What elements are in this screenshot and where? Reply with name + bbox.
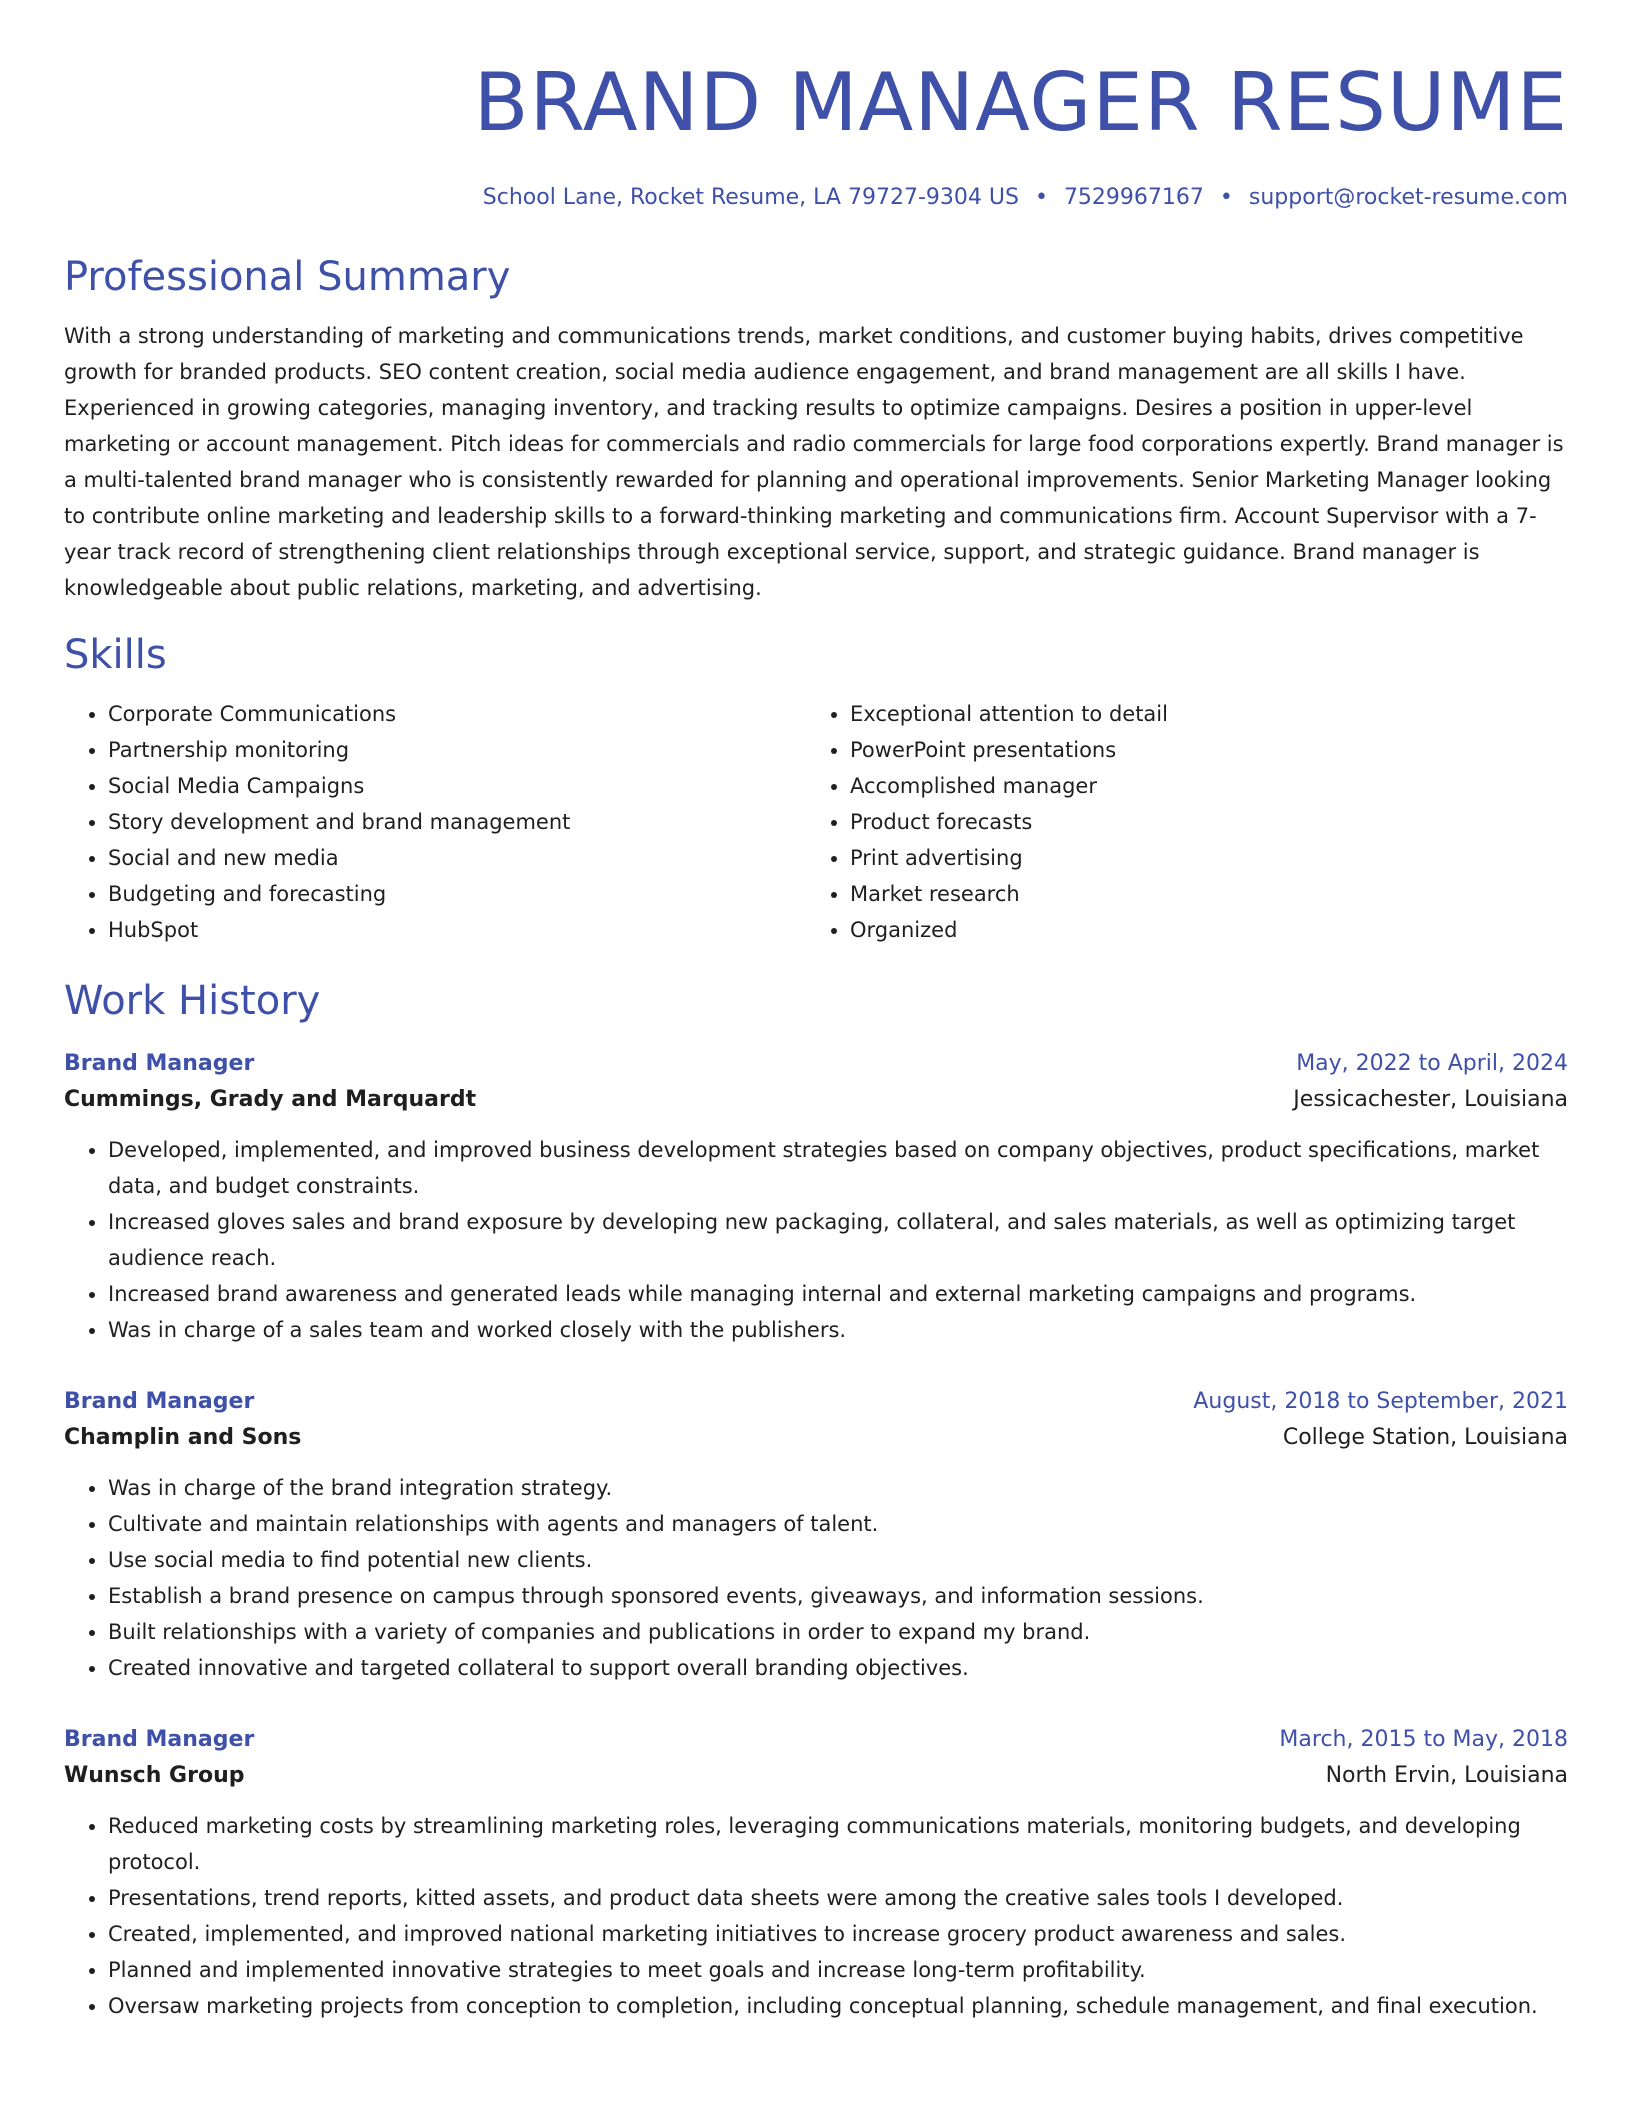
job-title: Brand Manager — [64, 1727, 255, 1752]
job-bullet: • Developed, implemented, and improved business development strategies based on company objectives, product specifications, market data, and budget constraints. — [108, 1132, 1568, 1204]
contact-separator: • — [1034, 185, 1048, 210]
job-dates: May, 2022 to April, 2024 — [1296, 1051, 1568, 1076]
job-entry — [64, 1046, 1568, 1348]
job-dates: August, 2018 to September, 2021 — [1193, 1389, 1568, 1414]
job-bullet: • Use social media to find potential new clients. — [108, 1542, 1568, 1578]
job-location: North Ervin, Louisiana — [1325, 1763, 1568, 1788]
work-history-heading: Work History — [64, 978, 321, 1024]
job-entry — [64, 1384, 1568, 1686]
skills-left-column — [64, 696, 806, 948]
job-bullet: • Oversaw marketing projects from conception to completion, including conceptual planning, schedule management, and final execution. — [108, 1988, 1568, 2024]
job-dates: March, 2015 to May, 2018 — [1279, 1727, 1568, 1752]
skill-item: • Organized — [850, 912, 1548, 948]
job-bullet: • Built relationships with a variety of companies and publications in order to expand my brand. — [108, 1614, 1568, 1650]
job-company: Champlin and Sons — [64, 1425, 302, 1450]
job-location: College Station, Louisiana — [1282, 1425, 1568, 1450]
job-bullet: • Was in charge of the brand integration strategy. — [108, 1470, 1568, 1506]
job-bullet: • Establish a brand presence on campus through sponsored events, giveaways, and information sessions. — [108, 1578, 1568, 1614]
job-bullet: • Reduced marketing costs by streamlining marketing roles, leveraging communications materials, monitoring budgets, and developing protocol. — [108, 1808, 1568, 1880]
job-title: Brand Manager — [64, 1389, 255, 1414]
job-header-row — [64, 1722, 1568, 1758]
job-bullet: • Cultivate and maintain relationships with agents and managers of talent. — [108, 1506, 1568, 1542]
skill-item: • Print advertising — [850, 840, 1548, 876]
job-bullet: • Created, implemented, and improved national marketing initiatives to increase grocery product awareness and sales. — [108, 1916, 1568, 1952]
skill-item: • Story development and brand management — [108, 804, 806, 840]
job-entry — [64, 1722, 1568, 2024]
job-bullet: • Planned and implemented innovative strategies to meet goals and increase long-term profitability. — [108, 1952, 1568, 1988]
job-bullets — [64, 1808, 1568, 2024]
job-bullet: • Increased brand awareness and generated leads while managing internal and external marketing campaigns and programs. — [108, 1276, 1568, 1312]
skill-item: • Corporate Communications — [108, 696, 806, 732]
summary-text: With a strong understanding of marketing and communications trends, market conditions, and customer buying habits, drives competitive growth for branded products. SEO content creation, social media audience engagement, and brand management are all skills I have. Experienced in growing categories, managing inventory, and tracking results to optimize campaigns. Desires a position in upper-level marketing or account management. Pitch ideas for commercials and radio commercials for large food corporations expertly. Brand manager is a multi-talented brand manager who is consistently rewarded for planning and operational improvements. Senior Marketing Manager looking to contribute online marketing and leadership skills to a forward-thinking marketing and communications firm. Account Supervisor with a 7-year track record of strengthening client relationships through exceptional service, support, and strategic guidance. Brand manager is knowledgeable about public relations, marketing, and advertising. — [64, 324, 1564, 600]
job-company: Wunsch Group — [64, 1763, 245, 1788]
job-title: Brand Manager — [64, 1051, 255, 1076]
skill-item: • Partnership monitoring — [108, 732, 806, 768]
contact-phone: 7529967167 — [1063, 185, 1204, 210]
job-bullets — [64, 1132, 1568, 1348]
skill-item: • Accomplished manager — [850, 768, 1548, 804]
skill-item: • Budgeting and forecasting — [108, 876, 806, 912]
job-company-row — [64, 1082, 1568, 1118]
job-bullet: • Created innovative and targeted collateral to support overall branding objectives. — [108, 1650, 1568, 1686]
skills-right-column — [806, 696, 1548, 948]
job-bullets — [64, 1470, 1568, 1686]
skill-item: • Market research — [850, 876, 1548, 912]
job-header-row — [64, 1384, 1568, 1420]
contact-line — [64, 182, 1568, 214]
resume-title: BRAND MANAGER RESUME — [473, 56, 1568, 149]
job-bullet: • Increased gloves sales and brand exposure by developing new packaging, collateral, and sales materials, as well as optimizing target audience reach. — [108, 1204, 1568, 1276]
resume-page — [64, 48, 1568, 2024]
job-company-row — [64, 1758, 1568, 1794]
skills-grid — [64, 696, 1568, 948]
skills-heading: Skills — [64, 632, 167, 678]
job-company-row — [64, 1420, 1568, 1456]
job-header-row — [64, 1046, 1568, 1082]
job-bullet: • Was in charge of a sales team and worked closely with the publishers. — [108, 1312, 1568, 1348]
job-bullet: • Presentations, trend reports, kitted assets, and product data sheets were among the creative sales tools I developed. — [108, 1880, 1568, 1916]
skill-item: • Exceptional attention to detail — [850, 696, 1548, 732]
skill-item: • HubSpot — [108, 912, 806, 948]
contact-separator: • — [1219, 185, 1233, 210]
job-location: Jessicachester, Louisiana — [1293, 1087, 1568, 1112]
contact-email: support@rocket-resume.com — [1248, 185, 1568, 210]
summary-heading: Professional Summary — [64, 254, 511, 300]
skill-item: • Product forecasts — [850, 804, 1548, 840]
skill-item: • Social Media Campaigns — [108, 768, 806, 804]
contact-address: School Lane, Rocket Resume, LA 79727-9304 US — [482, 185, 1019, 210]
job-company: Cummings, Grady and Marquardt — [64, 1087, 477, 1112]
skill-item: • Social and new media — [108, 840, 806, 876]
skill-item: • PowerPoint presentations — [850, 732, 1548, 768]
